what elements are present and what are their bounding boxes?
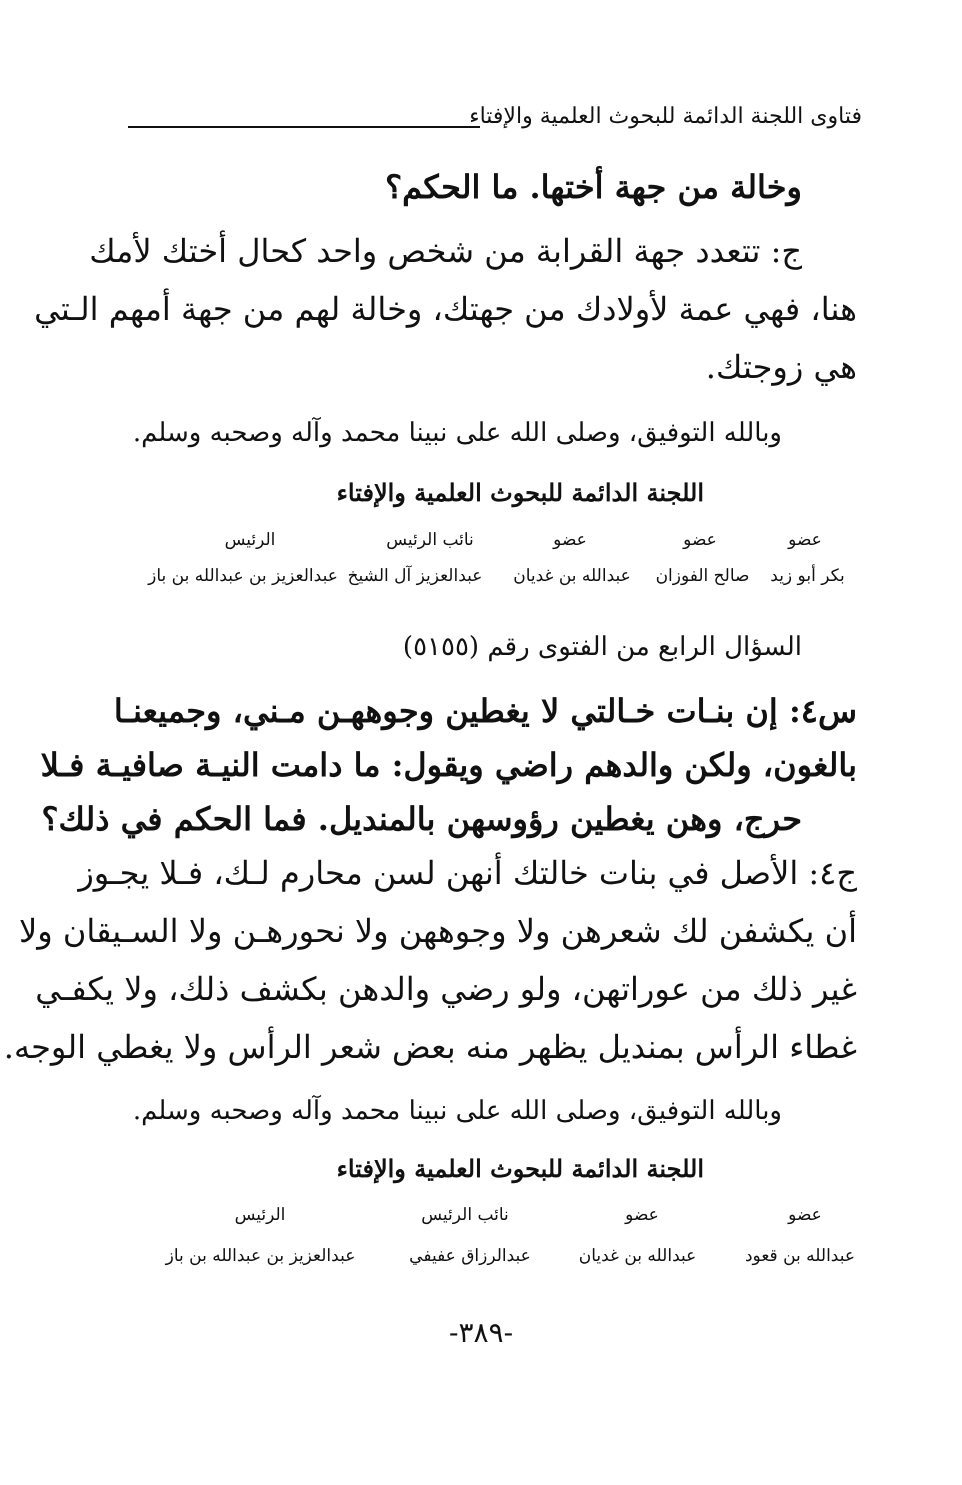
- question-line: س٤: إن بنـات خـالتي لا يغطين وجوههـن مـني، وجميعنـا: [113, 692, 857, 730]
- signatory-name: بكر أبو زيد: [770, 566, 845, 586]
- signatory-name: عبدالعزيز بن عبدالله بن باز: [165, 1246, 356, 1266]
- signatory-role: عضو: [788, 1205, 822, 1225]
- page-number: -٣٨٩-: [448, 1316, 514, 1349]
- running-header-title: فتاوى اللجنة الدائمة للبحوث العلمية والإفتاء: [469, 104, 862, 129]
- signatory-role: عضو: [553, 530, 587, 550]
- question-line: بالغون، ولكن والدهم راضي ويقول: ما دامت النيـة صافيـة فـلا: [40, 746, 857, 784]
- answer-line: غطاء الرأس بمنديل يظهر منه بعض شعر الرأس ولا يغطي الوجه.: [3, 1028, 857, 1066]
- question-tail: وخالة من جهة أختها. ما الحكم؟: [385, 168, 802, 206]
- closing-prayer: وبالله التوفيق، وصلى الله على نبينا محمد وآله وصحبه وسلم.: [132, 1096, 782, 1126]
- answer-line: ج٤: الأصل في بنات خالتك أنهن لسن محارم لـك، فـلا يجـوز: [78, 854, 857, 892]
- answer-line: غير ذلك من عوراتهن، ولو رضي والدهن بكشف ذلك، ولا يكفـي: [35, 970, 857, 1008]
- answer-line: هنا، فهي عمة لأولادك من جهتك، وخالة لهم من جهة أمهم الـتي: [34, 290, 857, 328]
- signatory-name: عبدالعزيز آل الشيخ: [347, 566, 483, 586]
- answer-line: ج: تتعدد جهة القرابة من شخص واحد كحال أختك لأمك: [89, 232, 802, 270]
- signatory-name: صالح الفوزان: [655, 566, 750, 586]
- answer-line: أن يكشفن لك شعرهن ولا وجوههن ولا نحورهـن ولا السـيقان ولا: [18, 912, 857, 950]
- signatory-role: عضو: [625, 1205, 659, 1225]
- committee-title: اللجنة الدائمة للبحوث العلمية والإفتاء: [336, 478, 704, 507]
- fatwa-heading: السؤال الرابع من الفتوى رقم (٥١٥٥): [402, 632, 802, 662]
- signatory-role: عضو: [788, 530, 822, 550]
- signatory-role: الرئيس: [224, 530, 276, 550]
- signatory-name: عبدالعزيز بن عبدالله بن باز: [148, 566, 338, 586]
- question-line: حرج، وهن يغطين رؤوسهن بالمنديل. فما الحكم في ذلك؟: [41, 800, 802, 838]
- signatory-role: عضو: [683, 530, 717, 550]
- committee-title: اللجنة الدائمة للبحوث العلمية والإفتاء: [336, 1154, 704, 1183]
- closing-prayer: وبالله التوفيق، وصلى الله على نبينا محمد وآله وصحبه وسلم.: [132, 418, 782, 448]
- answer-line: هي زوجتك.: [705, 348, 857, 386]
- signatory-name: عبدالرزاق عفيفي: [409, 1246, 531, 1266]
- signatory-role: نائب الرئيس: [421, 1205, 509, 1225]
- signatory-name: عبدالله بن غديان: [513, 566, 631, 586]
- header-rule: [128, 126, 480, 128]
- signatory-role: الرئيس: [234, 1205, 286, 1225]
- signatory-role: نائب الرئيس: [386, 530, 474, 550]
- signatory-name: عبدالله بن غديان: [578, 1246, 697, 1266]
- signatory-name: عبدالله بن قعود: [744, 1246, 855, 1266]
